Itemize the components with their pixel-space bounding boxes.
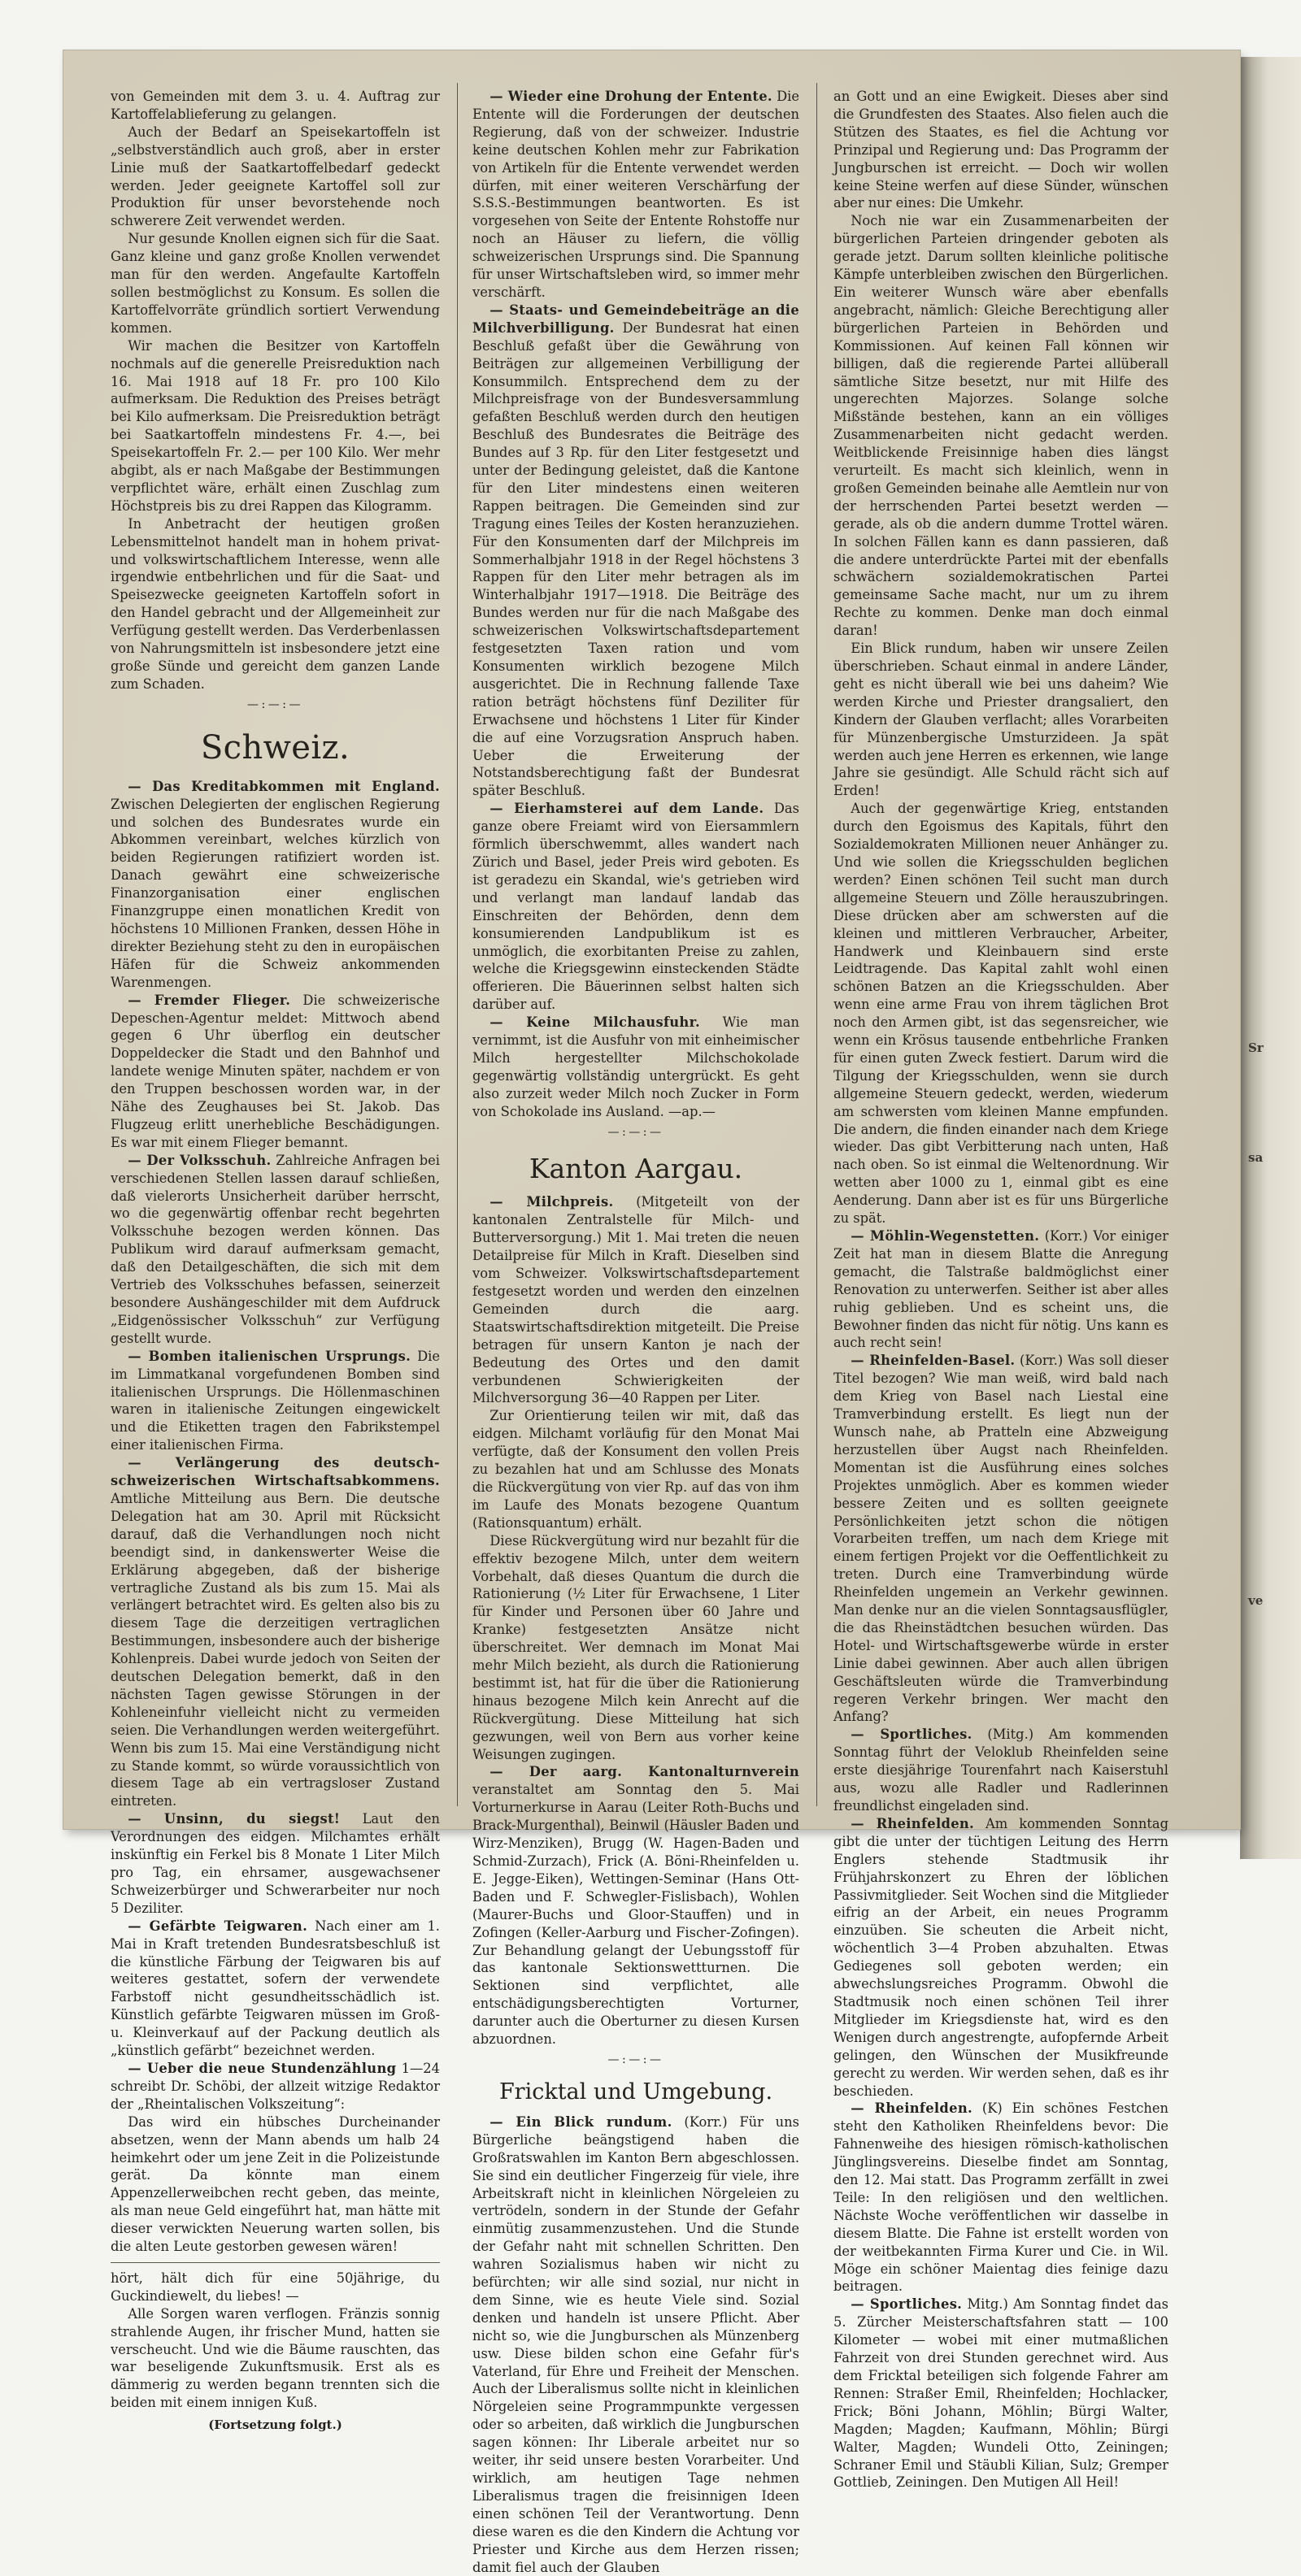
newspaper-page	[63, 50, 1240, 2575]
article-paragraph: — Eierhamsterei auf dem Lande. Das ganze obere Freiamt wird von Eiersammlern förmlich überschwemmt, alles wandert nach Zürich und Basel, jeder Preis wird geboten. Es ist geradezu ein Skandal, wie's getrieben wird und verlangt man landauf landab das Einschreiten der Behörden, denn dem konsumierenden Landpublikum ist es unmöglich, die exorbitanten Preise zu zahlen, welche die Kriegsgewinn einsteckenden Städte offerieren. Die Bäuerinnen selbst halten sich darüber auf.	[472, 801, 799, 1013]
article-paragraph: — Ein Blick rundum. (Korr.) Für uns Bürgerliche beängstigend haben die Großratswahlen im Kanton Bern abgeschlossen. Sie sind ein deutlicher Fingerzeig für viele, ihre Arbeitskraft nicht in kleinlichen Nörgeleien zu vertrödeln, sondern in der Stunde der Gefahr einmütig zusammenzustehen. Und die Stunde der Gefahr naht mit schnellen Schritten. Den wahren Sozialismus haben wir nicht zu befürchten; wir alle sind sozial, nur nicht in dem Sinne, wie es heute Viele sind. Sozial denken und handeln ist unsere Pflicht. Aber nicht so, wie die Jungburschen als Münzenberg usw. Diese bilden schon eine Gefahr für's Vaterland, für Ehre und Freiheit der Menschen. Auch der Liberalismus sollte nicht in kleinlichen Nörgeleien seine Programmpunkte vergessen oder so arbeiten, daß wirklich die Jungburschen sagen können: Ihr Liberale arbeitet nur so weiter, ihr seid unsere besten Vorarbeiter. Und wirklich, am heutigen Tage nehmen Liberalismus tragen die freisinnigen Ideen einen schönen Teil der Verantwortung. Denn diese waren es die den Kindern die Achtung vor Priester und Kirche aus dem Herzen rissen; damit fiel auch der Glauben	[472, 2113, 799, 2575]
article-lead: — Ueber die neue Stundenzählung	[128, 2060, 397, 2076]
column-rule	[816, 83, 817, 1806]
article-lead: — Rheinfelden.	[851, 1815, 975, 1831]
adjacent-page-fragment: sa	[1248, 1150, 1264, 1165]
article-lead: — Sportliches.	[851, 1727, 972, 1743]
adjacent-page-fragment: Sr	[1248, 1040, 1264, 1055]
section-heading-fricktal: Fricktal und Umgebung.	[498, 2079, 773, 2105]
article-paragraph: — Wieder eine Drohung der Entente. Die Entente will die Forderungen der deutschen Regierung, daß von der schweizer. Industrie keine deutschen Kohlen mehr zur Fabrikation von Artikeln für die Entente verwendet werden dürfen, mit einer weiteren Verschärfung der S.S.S.-Bestimmungen beantworten. Es ist vorgesehen von Seite der Entente Rohstoffe nur noch an Häuser zu liefern, die völlig schweizerischen Ursprungs sind. Die Spannung für unser Wirtschaftsleben wird, so immer mehr verschärft.	[472, 89, 799, 300]
article-lead: — Rheinfelden.	[851, 2100, 972, 2117]
article-paragraph: Noch nie war ein Zusammenarbeiten der bürgerlichen Parteien dringender geboten als gerade jetzt. Darum sollten kleinliche politische Kämpfe unterbleiben zwischen den Bürgerlichen. Ein weiterer Wunsch wäre aber ebenfalls angebracht, nämlich: Gleiche Berechtigung aller bürgerlichen Parteien in Behörden und Kommissionen. Auf keinen Fall können wir billigen, daß die regierende Partei allüberall sämtliche Sitze besetzt, nur mit Hilfe des ungerechten Majorzes. Solange solche Mißstände bestehen, kann an ein völliges Zusammenarbeiten nicht gedacht werden. Weitblickende Freisinnige haben dies längst verurteilt. Es macht sich kleinlich, wenn in großen Gemeinden beinahe alle Aemtlein nur von der herrschenden Partei besetzt werden — gerade, als ob die andern dumme Trottel wären. In solchen Fällen kann es dann passieren, daß die andere unterdrückte Partei mit der ebenfalls schwächern sozialdemokratischen Partei gemeinsame Sache macht, nur um zu ihrem Rechte zu kommen. Denke man doch einmal daran!	[833, 213, 1168, 639]
article-lead: — Wieder eine Drohung der Entente.	[490, 89, 772, 104]
article-lead: — Milchpreis.	[490, 1194, 614, 1210]
article-paragraph: — Der aarg. Kantonalturnverein veranstaltet am Sonntag den 5. Mai Vorturnerkurse in Aarau (Leiter Roth-Buchs und Brack-Murgenthal), Beinwil (Häusler Baden und Wirz-Menziken), Brugg (W. Hagen-Baden und Schmid-Zurzach), Frick (A. Böni-Rheinfelden u. E. Jegge-Eiken), Wettingen-Seminar (Hans Ott-Baden und F. Schwegler-Fislisbach), Wohlen (Maurer-Buchs und Gloor-Stauffen) und in Zofingen (Keller-Aarburg und Fischer-Zofingen). Zur Behandlung gelangt der Uebungsstoff für das kantonale Sektionswettturnen. Die Sektionen sind verpflichtet, alle entschädigungsberechtigten Vorturner, darunter auch die Oberturner zu diesen Kursen abzuordnen.	[472, 1764, 799, 2048]
section-separator: —:—:—	[607, 2053, 664, 2066]
feuilleton-rule	[111, 2262, 440, 2263]
section-heading-kanton-aargau: Kanton Aargau.	[529, 1153, 743, 1185]
article-lead: — Verlängerung des deutsch-schweizerischen Wirtschaftsabkommens.	[111, 1455, 440, 1489]
article-paragraph: In Anbetracht der heutigen großen Lebensmittelnot handelt man in hohem privat- und volkswirtschaftlichem Interesse, wenn alle irgendwie entbehrlichen und für die Saat- und Speisezwecke geeigneten Kartoffeln sofort in den Handel gebracht und der Allgemeinheit zur Verfügung gestellt werden. Das Verderbenlassen von Nahrungsmitteln ist insbesondere jetzt eine große Sünde und gereicht dem ganzen Lande zum Schaden.	[111, 515, 440, 692]
article-paragraph: Ein Blick rundum, haben wir unsere Zeilen überschrieben. Schaut einmal in andere Länder, geht es nicht überall wie bei uns daheim? Wie werden Kirche und Priester drangsaliert, den Kindern der Glauben verflacht; alles Vorarbeiten für Münzenbergische Umsturzideen. Ja spät werden auch jene Herren es erkennen, wie lange Jahre sie gesündigt. Alle Schuld rächt sich auf Erden!	[833, 641, 1168, 799]
section-heading-schweiz: Schweiz.	[200, 728, 350, 767]
article-paragraph: — Milchpreis. (Mitgeteilt von der kantonalen Zentralstelle für Milch- und Butterversorgung.) Mit 1. Mai treten die neuen Detailpreise für Milch in Kraft. Dieselben sind vom Schweizer. Volkswirtschaftsdepartement festgesetzt worden und werden den einzelnen Gemeinden durch die aarg. Staatswirtschaftsdirektion mitgeteilt. Die Preise betragen für unsern Kanton je nach der Bedeutung des Ortes und den damit verbundenen Schwierigkeiten der Milchversorgung 36—40 Rappen per Liter.	[472, 1194, 799, 1406]
section-separator: —:—:—	[607, 1125, 664, 1139]
continuation-note: (Fortsetzung folgt.)	[208, 2417, 342, 2433]
article-paragraph: Das wird ein hübsches Durcheinander absetzen, wenn der Mann abends um halb 24 heimkehrt oder um jene Zeit in die Polizeistunde gerät. Da könnte man einem Appenzellerweibchen recht geben, das meinte, als man neue Geld eingeführt hat, man hätte mit dieser verwickten Neuerung warten sollen, bis die alten Leute gestorben gewesen wären!	[111, 2113, 440, 2255]
adjacent-page-fragment: ve	[1248, 1593, 1264, 1608]
article-lead: — Der Volksschuh.	[128, 1152, 272, 1168]
article-paragraph: — Fremder Flieger. Die schweizerische Depeschen-Agentur meldet: Mittwoch abend gegen 6 Uhr überflog ein deutscher Doppeldecker die Stadt und den Bahnhof und landete wenige Minuten später, nachdem er von den Truppen beschossen worden war, in der Nähe des Zeughauses bei St. Jakob. Das Flugzeug erlitt unerhebliche Beschädigungen. Es war mit einem Flieger bemannt.	[111, 992, 440, 1150]
feuilleton-paragraph: hört, hält dich für eine 50jährige, du Guckindiewelt, du liebes! —	[111, 2270, 440, 2304]
article-lead: — Der aarg. Kantonalturnverein	[490, 1764, 799, 1780]
article-paragraph: Auch der Bedarf an Speisekartoffeln ist „selbstverständlich auch groß, aber in erster Linie muß der Saatkartoffelbedarf gedeckt werden. Jeder geeignete Kartoffel soll zur Produktion für unser bevorstehende noch schwerere Zeit verwendet werden.	[111, 124, 440, 229]
article-paragraph: — Sportliches. Mitg.) Am Sonntag findet das 5. Zürcher Meisterschaftsfahren statt — 100 Kilometer — wobei mit einer mutmaßlichen Fahrzeit von drei Stunden gerechnet wird. Aus dem Fricktal beteiligen sich folgende Fahrer am Rennen: Straßer Emil, Rheinfelden; Hochlacker, Frick; Böni Johann, Möhlin; Bürgi Walter, Magden; Magden; Kaufmann, Möhlin; Bürgi Walter, Magden; Wundeli Otto, Zeiningen; Schraner Emil und Stäubli Kilian, Sulz; Gremper Gottlieb, Zeiningen. Den Mutigen All Heil!	[833, 2296, 1168, 2491]
article-paragraph: — Keine Milchausfuhr. Wie man vernimmt, ist die Ausfuhr von mit einheimischer Milch hergestellter Milchschokolade gegenwärtig vollständig untergrückt. Es geht also zurzeit weder Milch noch Zucker in Form von Schokolade ins Ausland. —ap.—	[472, 1014, 799, 1119]
article-lead: — Möhlin-Wegenstetten.	[851, 1228, 1040, 1244]
article-paragraph: — Sportliches. (Mitg.) Am kommenden Sonntag führt der Veloklub Rheinfelden seine erste diesjährige Tourenfahrt nach Kaiserstuhl aus, wozu alle Radler und Radlerinnen freundlichst eingeladen sind.	[833, 1727, 1168, 1814]
article-lead: — Eierhamsterei auf dem Lande.	[490, 801, 764, 817]
article-paragraph: — Der Volksschuh. Zahlreiche Anfragen bei verschiedenen Stellen lassen darauf schließen, daß vielerorts Unsicherheit darüber herrscht, wo die gegenwärtig offenbar recht begehrten Volksschuhe bezogen werden können. Das Publikum wird darauf aufmerksam gemacht, daß den Detailgeschäften, die sich mit dem Vertrieb des Volksschuhes befassen, seinerzeit besondere Aushängeschilder mit dem Aufdruck „Eidgenössischer Volksschuh“ zur Verfügung gestellt wurde.	[111, 1152, 440, 1346]
article-paragraph: — Möhlin-Wegenstetten. (Korr.) Vor einiger Zeit hat man in diesem Blatte die Anregung gemacht, die Talstraße baldmöglichst einer Renovation zu unterwerfen. Seither ist aber alles ruhig geblieben. Und es scheint uns, die Bewohner finden das nicht für nötig. Uns kann es auch recht sein!	[833, 1228, 1168, 1351]
article-paragraph: — Gefärbte Teigwaren. Nach einer am 1. Mai in Kraft tretenden Bundesratsbeschluß ist die künstliche Färbung der Teigwaren bis auf weiteres gestattet, sofern der verwendete Farbstoff nicht gesundheitsschädlich ist. Künstlich gefärbte Teigwaren müssen im Groß- u. Kleinverkauf auf der Packung deutlich als „künstlich gefärbt“ bezeichnet werden.	[111, 1918, 440, 2059]
column-rule	[457, 83, 458, 1806]
article-paragraph: — Rheinfelden. Am kommenden Sonntag gibt die unter der tüchtigen Leitung des Herrn Englers stehende Stadtmusik ihr Frühjahrskonzert zu Ehren der löblichen Passivmitglieder. Seit Wochen sind die Mitglieder eifrig an der Arbeit, ein neues Programm einzuüben. Sie scheuten die Arbeit nicht, wöchentlich 3—4 Proben abzuhalten. Etwas Gediegenes soll geboten werden; ein abwechslungsreiches Programm. Obwohl die Stadtmusik noch einen schönen Teil ihrer Mitglieder im Kriegsdienste hat, wird es den Wenigen durch angestrengte, aufopfernde Arbeit gelingen, den Wünschen der Musikfreunde gerecht zu werden. Wir werden sehen, daß es ihr beschieden.	[833, 1815, 1168, 2099]
column-left	[111, 88, 440, 2433]
feuilleton-paragraph: Alle Sorgen waren verflogen. Fränzis sonnig strahlende Augen, ihr frischer Mund, hatten sie verscheucht. Und wie die Bäume rauschten, das war beseligende Zukunftsmusik. Erst als es dämmerig zu werden begann trennten sich die beiden mit einem innigen Kuß.	[111, 2305, 440, 2411]
article-lead: — Fremder Flieger.	[128, 992, 291, 1008]
adjacent-page-edge	[1240, 57, 1301, 1859]
article-paragraph: von Gemeinden mit dem 3. u. 4. Auftrag zur Kartoffelablieferung zu gelangen.	[111, 89, 440, 122]
column-middle	[472, 88, 799, 2575]
article-paragraph: — Verlängerung des deutsch-schweizerischen Wirtschaftsabkommens. Amtliche Mitteilung aus Bern. Die deutsche Delegation hat am 30. April mit Rücksicht darauf, daß die Verhandlungen noch nicht beendigt sind, in dankenswerter Weise die Erklärung abgegeben, daß der bisherige vertragliche Zustand als bis zum 15. Mai als verlängert betrachtet wird. Es gelten also bis zu diesem Tage die derzeitigen vertraglichen Bestimmungen, insbesondere auch der bisherige Kohlenpreis. Dabei wurde jedoch von Seiten der deutschen Delegation bemerkt, daß in den nächsten Tagen gewisse Störungen in der Kohleneinfuhr vielleicht nicht zu vermeiden seien. Die Verhandlungen werden weitergeführt. Wenn bis zum 15. Mai eine Verständigung nicht zu Stande kommt, so würde voraussichtlich von diesem Tage ab ein vertragsloser Zustand eintreten.	[111, 1455, 440, 1809]
article-paragraph: — Rheinfelden-Basel. (Korr.) Was soll dieser Titel bezogen? Wie man weiß, wird bald nach dem Krieg von Basel nach Liestal eine Tramverbindung erstellt. Es liegt nun der Wunsch nahe, ab Pratteln eine Abzweigung herzustellen über Augst nach Rheinfelden. Momentan ist die Ausführung eines solches Projektes unmöglich. Aber es kommen wieder bessere Zeiten und es sollten geeignete Persönlichkeiten jetzt schon die nötigen Vorarbeiten treffen, um nach dem Kriege mit einem fertigen Projekt vor die Oeffentlichkeit zu treten. Durch eine Tramverbindung würde Rheinfelden ungemein an Verkehr gewinnen. Man denke nur an die vielen Sonntagsausflügler, die das Rheinstädtchen besuchen würden. Das Hotel- und Wirtschaftsgewerbe würde in erster Linie dabei gewinnen. Aber auch allen übrigen Geschäftsleuten würde die Tramverbindung regeren Verkehr bringen. Wer macht den Anfang?	[833, 1353, 1168, 1725]
article-lead: — Unsinn, du siegst!	[128, 1811, 341, 1827]
article-lead: — Ein Blick rundum.	[490, 2113, 672, 2130]
article-paragraph: Wir machen die Besitzer von Kartoffeln nochmals auf die generelle Preisreduktion nach 16. Mai 1918 auf 18 Fr. pro 100 Kilo aufmerksam. Die Reduktion des Preises beträgt bei Kilo aufmerksam. Die Preisreduktion beträgt bei Saatkartoffeln mindestens Fr. 4.—, bei Speisekartoffeln Fr. 2.— per 100 Kilo. Wer mehr abgibt, als er nach Maßgabe der Bestimmungen verpflichtet wäre, erhält einen Zuschlag zum Höchstpreis bis zu drei Rappen das Kilogramm.	[111, 337, 440, 514]
article-lead: — Sportliches.	[851, 2296, 963, 2313]
article-paragraph: — Rheinfelden. (K) Ein schönes Festchen steht den Katholiken Rheinfeldens bevor: Die Fahnenweihe des hiesigen römisch-katholischen Jünglingsvereins. Dieselbe findet am Sonntag, den 12. Mai statt. Das Programm zerfällt in zwei Teile: In den religiösen und den weltlichen. Nächste Woche veröffentlichen wir dasselbe in diesem Blatte. Die Fahne ist erstellt worden von der weitbekannten Firma Kurer und Cie. in Wil. Möge ein schöner Maientag dies feinige dazu beitragen.	[833, 2100, 1168, 2295]
article-lead: — Staats- und Gemeindebeiträge an die Milchverbilligung.	[472, 302, 799, 336]
article-paragraph: — Das Kreditabkommen mit England. Zwischen Delegierten der englischen Regierung und solchen des Bundesrates wurde ein Abkommen vereinbart, welches kürzlich von beiden Regierungen ratifiziert worden ist. Danach gewährt eine schweizerische Finanzorganisation einer englischen Finanzgruppe einen monatlichen Kredit von höchstens 10 Millionen Franken, dessen Höhe in direkter Beziehung steht zu den in europäischen Häfen für die Schweiz ankommenden Warenmengen.	[111, 778, 440, 990]
article-paragraph: — Bomben italienischen Ursprungs. Die im Limmatkanal vorgefundenen Bomben sind italienischen Ursprungs. Die Höllenmaschinen waren in italienische Zeitungen eingewickelt und die Etiketten tragen den Fabrikstempel einer italienischen Firma.	[111, 1348, 440, 1453]
article-paragraph: Zur Orientierung teilen wir mit, daß das eidgen. Milchamt vorläufig für den Monat Mai verfügte, daß der Konsument den vollen Preis zu bezahlen hat und am Schlusse des Monats die Rückvergütung von vier Rp. auf das von ihm im Laufe des Monats bezogene Quantum (Rationsquantum) erhält.	[472, 1408, 799, 1531]
article-paragraph: an Gott und an eine Ewigkeit. Dieses aber sind die Grundfesten des Staates. Also fielen auch die Stützen des Staates, es fiel die Achtung vor Prinzipal und Regierung und: Das Programm der Jungburschen ist erreicht. — Doch wir wollen keine Steine werfen auf diese Sünder, wünschen aber nur eines: Die Umkehr.	[833, 89, 1168, 211]
article-lead: — Bomben italienischen Ursprungs.	[128, 1348, 411, 1364]
article-paragraph: — Unsinn, du siegst! Laut den Verordnungen des eidgen. Milchamtes erhält inskünftig ein Ferkel bis 8 Monate 1 Liter Milch pro Tag, ein ehrsamer, ausgewachsener Schweizerbürger und Schwerarbeiter nur noch 5 Deziliter.	[111, 1811, 440, 1916]
section-separator: —:—:—	[247, 697, 303, 711]
article-paragraph: — Ueber die neue Stundenzählung 1—24 schreibt Dr. Schöbi, der allzeit witzige Redaktor der „Rheintalischen Volkszeitung“:	[111, 2060, 440, 2112]
article-paragraph: Diese Rückvergütung wird nur bezahlt für die effektiv bezogene Milch, unter dem weitern Vorbehalt, daß dieses Quantum die durch die Rationierung (½ Liter für Erwachsene, 1 Liter für Kinder und Personen über 60 Jahre und Kranke) festgesetzten Ansätze nicht überschreitet. Wer demnach im Monat Mai mehr Milch bezieht, als durch die Rationierung bestimmt ist, hat für die über die Rationierung hinaus bezogene Milch kein Anrecht auf die Rückvergütung. Diese Mitteilung hat sich gezwungen, weil von Bern aus vorher keine Weisungen zugingen.	[472, 1532, 799, 1762]
article-lead: — Rheinfelden-Basel.	[851, 1353, 1016, 1369]
article-lead: — Keine Milchausfuhr.	[490, 1014, 701, 1031]
article-lead: — Das Kreditabkommen mit England.	[128, 778, 440, 794]
article-paragraph: Auch der gegenwärtige Krieg, entstanden durch den Egoismus des Kapitals, führt den Sozialdemokraten Millionen neuer Anhänger zu. Und wie sollen die Kriegsschulden beglichen werden? Einen schönen Teil sucht man durch allgemeine Steuern und Zölle herauszubringen. Diese drücken aber am schwersten auf die kleinen und mittleren Verbraucher, Arbeiter, Handwerk und Kleinbauern sind erste Leidtragende. Das Kapital zahlt wohl einen schönen Batzen an die Kriegsschulden. Aber wenn eine arme Frau von ihrem täglichen Brot noch den Armen gibt, ist das segensreicher, wie wenn ein Krösus tausende entbehrliche Franken für einen guten Zweck festiert. Darum wird die Tilgung der Kriegsschulden, wenn sie durch allgemeine Steuern gedeckt, werden, wiederum am schwersten vom kleinen Manne empfunden. Die andern, die finden einander nach dem Kriege wieder. Das gibt Verbitterung nach unten, Haß nach oben. So ist einmal die Weltenordnung. Wir wetten aber 1000 zu 1, einmal gibt es eine Aenderung. Dann aber ist es für uns Bürgerliche zu spät.	[833, 801, 1168, 1227]
article-lead: — Gefärbte Teigwaren.	[128, 1918, 308, 1934]
article-paragraph: — Staats- und Gemeindebeiträge an die Milchverbilligung. Der Bundesrat hat einen Beschluß gefaßt über die Gewährung von Beiträgen zur allgemeinen Verbilligung der Konsummilch. Entsprechend dem zu der Milchpreisfrage von der Bundesversammlung gefaßten Beschluß werden durch den heutigen Beschluß des Bundesrates die Beiträge des Bundes auf 3 Rp. für den Liter festgesetzt und unter der Bedingung geleistet, daß die Kantone für den Liter mindestens einen weiteren Rappen beitragen. Die Gemeinden sind zur Tragung eines Teiles der Kosten heranzuziehen. Für den Konsumenten darf der Milchpreis im Sommerhalbjahr 1918 in der Regel höchstens 3 Rappen für den Liter mehr betragen als im Winterhalbjahr 1917—1918. Die Beiträge des Bundes werden nur für die nach Maßgabe des schweizerischen Volkswirtschaftsdepartement festgesetzten Taxen ration und vom Konsumenten wirklich bezogene Milch ausgerichtet. Die in Rechnung fallende Taxe ration beträgt höchstens fünf Deziliter für Erwachsene und höchstens 1 Liter für Kinder die auf eine Vorzugsration Anspruch haben. Ueber die Erweiterung der Notstandsberechtigung faßt der Bundesrat später Beschluß.	[472, 302, 799, 799]
article-paragraph: Nur gesunde Knollen eignen sich für die Saat. Ganz kleine und ganz große Knollen verwendet man für den werden. Angefaulte Kartoffeln sollen bestmöglichst zu Konsum. Es sollen die Kartoffelvorräte gründlich sortiert Verwendung kommen.	[111, 231, 440, 336]
column-right	[833, 88, 1168, 2491]
